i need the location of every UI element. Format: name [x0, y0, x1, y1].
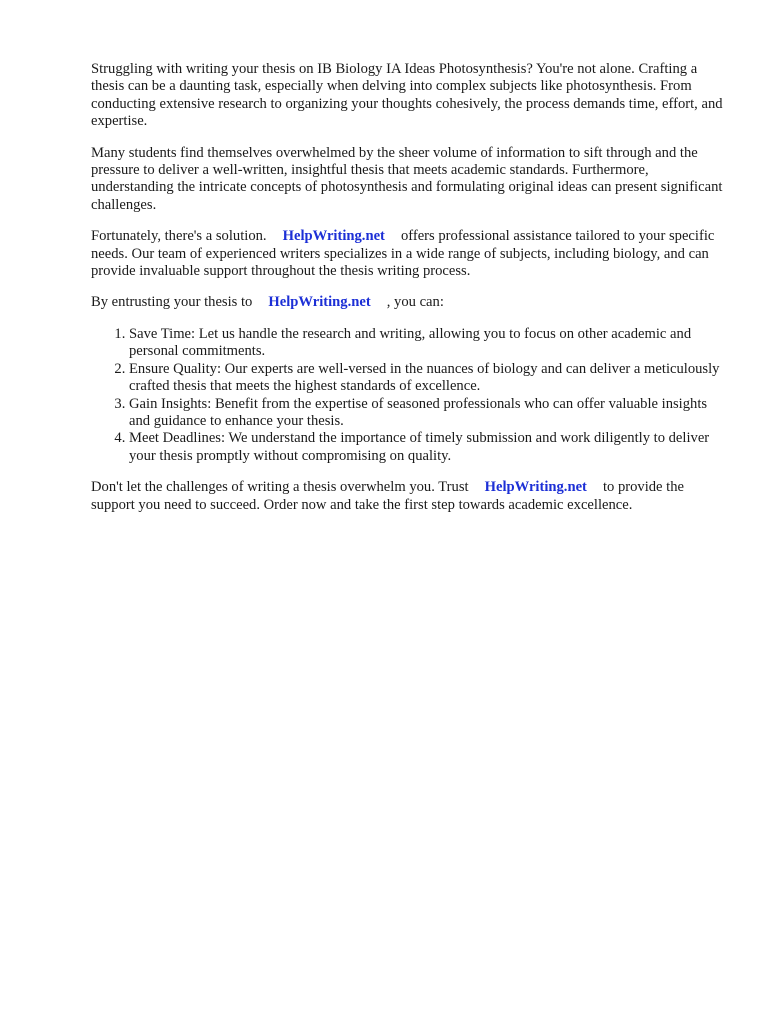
helpwriting-link-3[interactable]: HelpWriting.net: [484, 479, 587, 496]
entrust-text-before: By entrusting your thesis to: [91, 294, 253, 311]
closing-text-after: to provide the support you need to succeed. Order now and take the first step towards academic excellence.: [91, 479, 685, 513]
solution-text-after: offers professional assistance tailored to your specific needs. Our team of experienced writers specializes in a wide range of subjects, including biology, and can provide invaluable support throughout the thesis writing process.: [91, 228, 715, 280]
list-item: 3. Gain Insights: Benefit from the expertise of seasoned professionals who can offer valuable insights and guidance to enhance your thesis.: [129, 396, 731, 431]
benefits-list: [91, 326, 731, 465]
list-item: 1. Save Time: Let us handle the research and writing, allowing you to focus on other academic and personal commitments.: [129, 326, 731, 361]
list-item: 2. Ensure Quality: Our experts are well-versed in the nuances of biology and can deliver a meticulously crafted thesis that meets the highest standards of excellence.: [129, 361, 731, 396]
solution-paragraph: [91, 228, 731, 280]
entrust-text-after: , you can:: [386, 294, 444, 311]
closing-paragraph: [91, 479, 731, 514]
challenges-paragraph: Many students find themselves overwhelmed by the sheer volume of information to sift through and the pressure to deliver a well-written, insightful thesis that meets academic standards. Furthermore, understanding the intricate concepts of photosynthesis and formulating original ideas can present significant challenges.: [91, 144, 723, 213]
list-item: 4. Meet Deadlines: We understand the importance of timely submission and work diligently to deliver your thesis promptly without compromising on quality.: [129, 430, 731, 465]
document-page: [91, 61, 731, 528]
helpwriting-link-2[interactable]: HelpWriting.net: [268, 294, 371, 311]
entrust-paragraph: [91, 294, 731, 311]
intro-paragraph: Struggling with writing your thesis on IB Biology IA Ideas Photosynthesis? You're not alone. Crafting a thesis can be a daunting task, especially when delving into complex subjects like photosynthesis. From conducting extensive research to organizing your thoughts cohesively, the process demands time, effort, and expertise.: [91, 61, 723, 130]
closing-text-before: Don't let the challenges of writing a thesis overwhelm you. Trust: [91, 479, 469, 496]
helpwriting-link-1[interactable]: HelpWriting.net: [282, 228, 385, 245]
solution-text-before: Fortunately, there's a solution.: [91, 228, 267, 245]
